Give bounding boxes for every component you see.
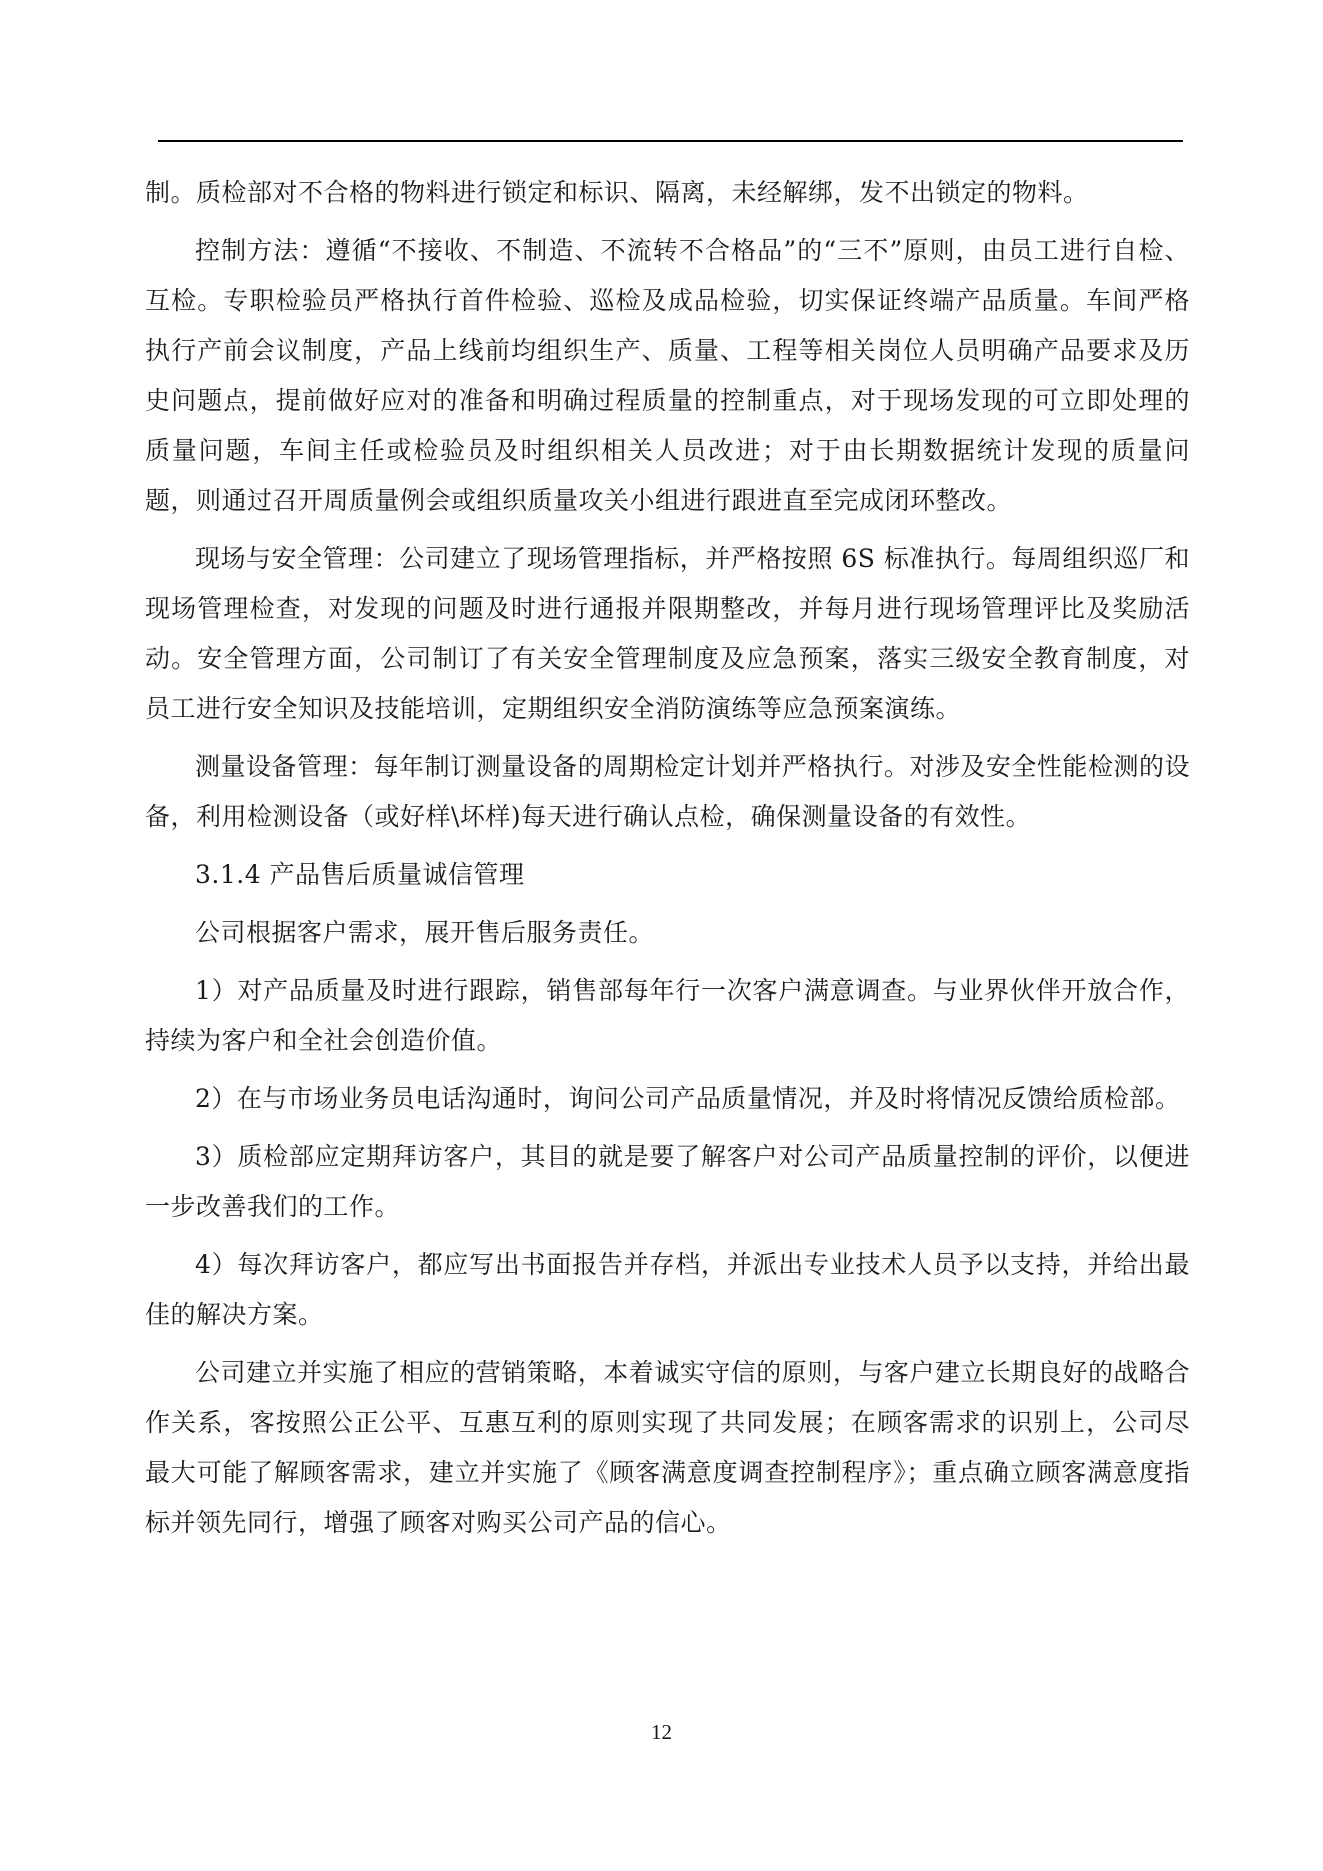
paragraph-marketing-strategy: 公司建立并实施了相应的营销策略，本着诚实守信的原则，与客户建立长期良好的战略合作关系，客按照公正公平、互惠互利的原则实现了共同发展；在顾客需求的识别上，公司尽最大可能了解顾客需求，建立并实施了《顾客满意度调查控制程序》；重点确立顾客满意度指标并领先同行，增强了顾客对购买公司产品的信心。	[145, 1358, 1190, 1537]
list-item-1: 1）对产品质量及时进行跟踪，销售部每年行一次客户满意调查。与业界伙伴开放合作，持续为客户和全社会创造价值。	[145, 976, 1190, 1055]
list-item-3: 3）质检部应定期拜访客户，其目的就是要了解客户对公司产品质量控制的评价，以便进一步改善我们的工作。	[145, 1142, 1190, 1221]
paragraph-measurement-equipment: 测量设备管理：每年制订测量设备的周期检定计划并严格执行。对涉及安全性能检测的设备，利用检测设备（或好样\坏样)每天进行确认点检，确保测量设备的有效性。	[145, 752, 1190, 831]
list-item-2: 2）在与市场业务员电话沟通时，询问公司产品质量情况，并及时将情况反馈给质检部。	[195, 1084, 1181, 1113]
document-body	[145, 168, 1190, 1556]
paragraph-after-sales-intro: 公司根据客户需求，展开售后服务责任。	[195, 918, 655, 947]
page-number: 12	[651, 1720, 672, 1744]
paragraph-continuation: 制。质检部对不合格的物料进行锁定和标识、隔离，未经解绑，发不出锁定的物料。	[145, 178, 1089, 207]
list-item-4: 4）每次拜访客户，都应写出书面报告并存档，并派出专业技术人员予以支持，并给出最佳的解决方案。	[145, 1250, 1190, 1329]
section-heading-after-sales: 3.1.4 产品售后质量诚信管理	[195, 860, 525, 889]
paragraph-site-safety-management: 现场与安全管理：公司建立了现场管理指标，并严格按照 6S 标准执行。每周组织巡厂和现场管理检查，对发现的问题及时进行通报并限期整改，并每月进行现场管理评比及奖励活动。安全管理方面，公司制订了有关安全管理制度及应急预案，落实三级安全教育制度，对员工进行安全知识及技能培训，定期组织安全消防演练等应急预案演练。	[145, 544, 1190, 723]
paragraph-control-method: 控制方法：遵循“不接收、不制造、不流转不合格品”的“三不”原则，由员工进行自检、互检。专职检验员严格执行首件检验、巡检及成品检验，切实保证终端产品质量。车间严格执行产前会议制度，产品上线前均组织生产、质量、工程等相关岗位人员明确产品要求及历史问题点，提前做好应对的准备和明确过程质量的控制重点，对于现场发现的可立即处理的质量问题，车间主任或检验员及时组织相关人员改进；对于由长期数据统计发现的质量问题，则通过召开周质量例会或组织质量攻关小组进行跟进直至完成闭环整改。	[145, 236, 1190, 515]
header-rule	[158, 140, 1183, 142]
